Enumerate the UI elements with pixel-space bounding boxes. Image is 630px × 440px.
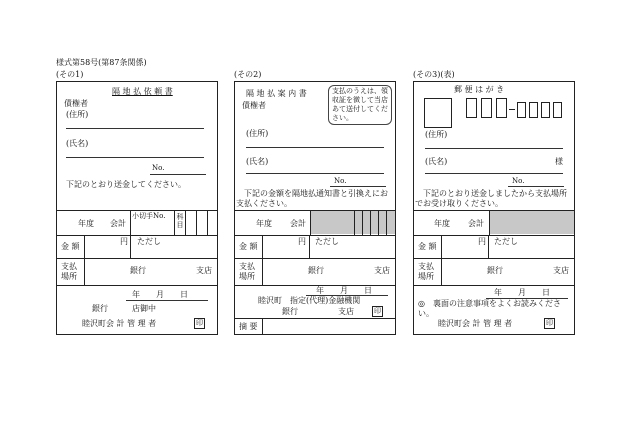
form2-col-c	[362, 210, 363, 235]
postal-code-box-4	[517, 102, 526, 118]
form3-title: 郵 便 は が き	[454, 85, 505, 94]
form2-yen: 円	[298, 237, 306, 246]
form1-col-d	[196, 210, 197, 235]
form3-name-label: (氏名)	[425, 157, 448, 166]
form1-no: No.	[152, 164, 165, 172]
postal-code-box-1	[466, 98, 477, 118]
form1-request-text: 下記のとおり送金してください。	[66, 180, 186, 189]
form3-however: ただし	[494, 237, 518, 246]
form1-no-line	[150, 174, 206, 175]
postal-code-box-6	[541, 102, 550, 118]
form1-pay-place: 支払 場所	[61, 262, 77, 281]
form3-fiscal-year: 年度	[434, 219, 450, 228]
form3-seal: 印	[546, 319, 553, 327]
form2-rule-2	[234, 235, 396, 236]
form-number: 様式第58号(第87条関係)	[56, 58, 147, 67]
form1-rule-3	[56, 258, 218, 259]
form1-rule-2	[56, 235, 218, 236]
form1-however-divider	[130, 235, 131, 258]
form2-rule-3	[234, 258, 396, 259]
postal-code-box-2	[481, 98, 492, 118]
form3-shaded-area	[489, 211, 574, 234]
form1-amount-divider	[84, 235, 85, 285]
form2-branch: 支店	[374, 266, 390, 275]
form3-pay-place: 支払 場所	[418, 262, 434, 281]
form2-guide-text: 下記の金額を隔地払通知書と引換えにお支払ください。	[236, 189, 388, 208]
form1-col-c	[185, 210, 186, 235]
form1-col-e	[207, 210, 208, 235]
form1-address-line	[66, 128, 204, 129]
form1-rule-4	[56, 285, 218, 286]
form2-col-a	[310, 210, 311, 235]
postal-code-box-7	[553, 102, 562, 118]
form3-address-line	[425, 148, 563, 149]
form1-col-b	[174, 210, 175, 235]
form2-seal: 印	[374, 307, 381, 315]
form2-name-label: (氏名)	[246, 157, 269, 166]
form2-fiscal-year: 年度	[256, 219, 272, 228]
form1-col-a	[130, 210, 131, 235]
form3-rule-2	[413, 235, 575, 236]
form1-branch: 支店	[196, 266, 212, 275]
form1-seal: 印	[196, 319, 203, 327]
part3-label: (その3)(表)	[413, 70, 455, 79]
form2-no: No.	[334, 177, 347, 185]
form1-bank-line: 銀行 店御中	[92, 304, 156, 313]
form3-date: 年 月 日	[494, 288, 550, 297]
part1-label: (その1)	[56, 70, 84, 79]
form3-no-line	[508, 186, 564, 187]
form2-creditor: 債権者	[242, 101, 266, 110]
form2-payment-note: 支払のうえは、領収証を徴して当店あて送付してください。	[328, 85, 392, 125]
form2-col-f	[386, 210, 387, 235]
form2-summary: 摘 要	[239, 322, 258, 331]
form2-rule-5	[234, 318, 396, 319]
form2-institution: 睦沢町 指定(代理)金融機関	[258, 296, 361, 305]
form3-however-divider	[488, 235, 489, 258]
form1-address-label: (住所)	[66, 110, 89, 119]
form1-name-label: (氏名)	[66, 139, 89, 148]
form2-amount-divider	[262, 235, 263, 285]
form2-bank: 銀行	[308, 266, 324, 275]
form1-check-no: 小切手No.	[132, 212, 166, 220]
form3-branch: 支店	[553, 266, 569, 275]
form3-stamp-box	[424, 98, 452, 128]
form2-summary-divider	[262, 318, 263, 334]
form1-treasurer: 睦沢町会 計 管 理 者	[82, 319, 157, 328]
form3-amount-divider	[441, 235, 442, 285]
form3-yen: 円	[478, 237, 486, 246]
form2-shaded-area	[310, 211, 395, 234]
form1-yen: 円	[120, 237, 128, 246]
form3-rule-3	[413, 258, 575, 259]
form3-treasurer: 睦沢町会 計 管 理 者	[438, 319, 513, 328]
form1-rule-1	[56, 210, 218, 211]
form1-date-line	[126, 300, 208, 301]
form1-amount-label: 金 額	[61, 242, 80, 251]
form3-notice: ◎ 裏面の注意事項をよくお読みください。	[418, 299, 561, 318]
form2-date: 年 月 日	[316, 286, 372, 295]
form2-address-label: (住所)	[246, 129, 269, 138]
postal-code-box-5	[529, 102, 538, 118]
postal-code-dash	[509, 109, 515, 110]
form2-col-b	[354, 210, 355, 235]
form2-name-line	[246, 173, 384, 174]
form2-no-line	[330, 186, 386, 187]
form1-creditor: 債権者	[64, 99, 88, 108]
form2-however-divider	[309, 235, 310, 258]
postal-code-box-3	[496, 98, 507, 118]
form2-bank-line: 銀行 支店	[282, 307, 354, 316]
form3-name-line	[425, 173, 563, 174]
form1-however: ただし	[137, 237, 161, 246]
form3-rule-4	[413, 285, 575, 286]
form1-ledger: 科目	[176, 213, 184, 229]
form3-sama: 様	[555, 157, 563, 166]
form3-no: No.	[512, 177, 525, 185]
form3-sent-text: 下記のとおり送金しましたから支払場所でお受け取りください。	[415, 189, 567, 208]
form3-address-label: (住所)	[425, 130, 448, 139]
form2-col-e	[378, 210, 379, 235]
form2-title: 隔 地 払 案 内 書	[246, 89, 307, 98]
form1-account: 会計	[110, 219, 126, 228]
form1-fiscal-year: 年度	[78, 219, 94, 228]
form1-date: 年 月 日	[132, 290, 188, 299]
form3-account: 会計	[468, 219, 484, 228]
form3-amount-label: 金 額	[418, 242, 437, 251]
form2-however: ただし	[315, 237, 339, 246]
form1-bank: 銀行	[130, 266, 146, 275]
form2-col-d	[370, 210, 371, 235]
form3-col-a	[489, 210, 490, 235]
part2-label: (その2)	[234, 70, 262, 79]
form1-name-line	[66, 157, 204, 158]
form2-amount-label: 金 額	[239, 242, 258, 251]
form3-bank: 銀行	[487, 266, 503, 275]
form1-title: 隔 地 払 依 頼 書	[112, 87, 173, 96]
form2-address-line	[246, 147, 384, 148]
form2-account: 会計	[290, 219, 306, 228]
form2-pay-place: 支払 場所	[239, 262, 255, 281]
